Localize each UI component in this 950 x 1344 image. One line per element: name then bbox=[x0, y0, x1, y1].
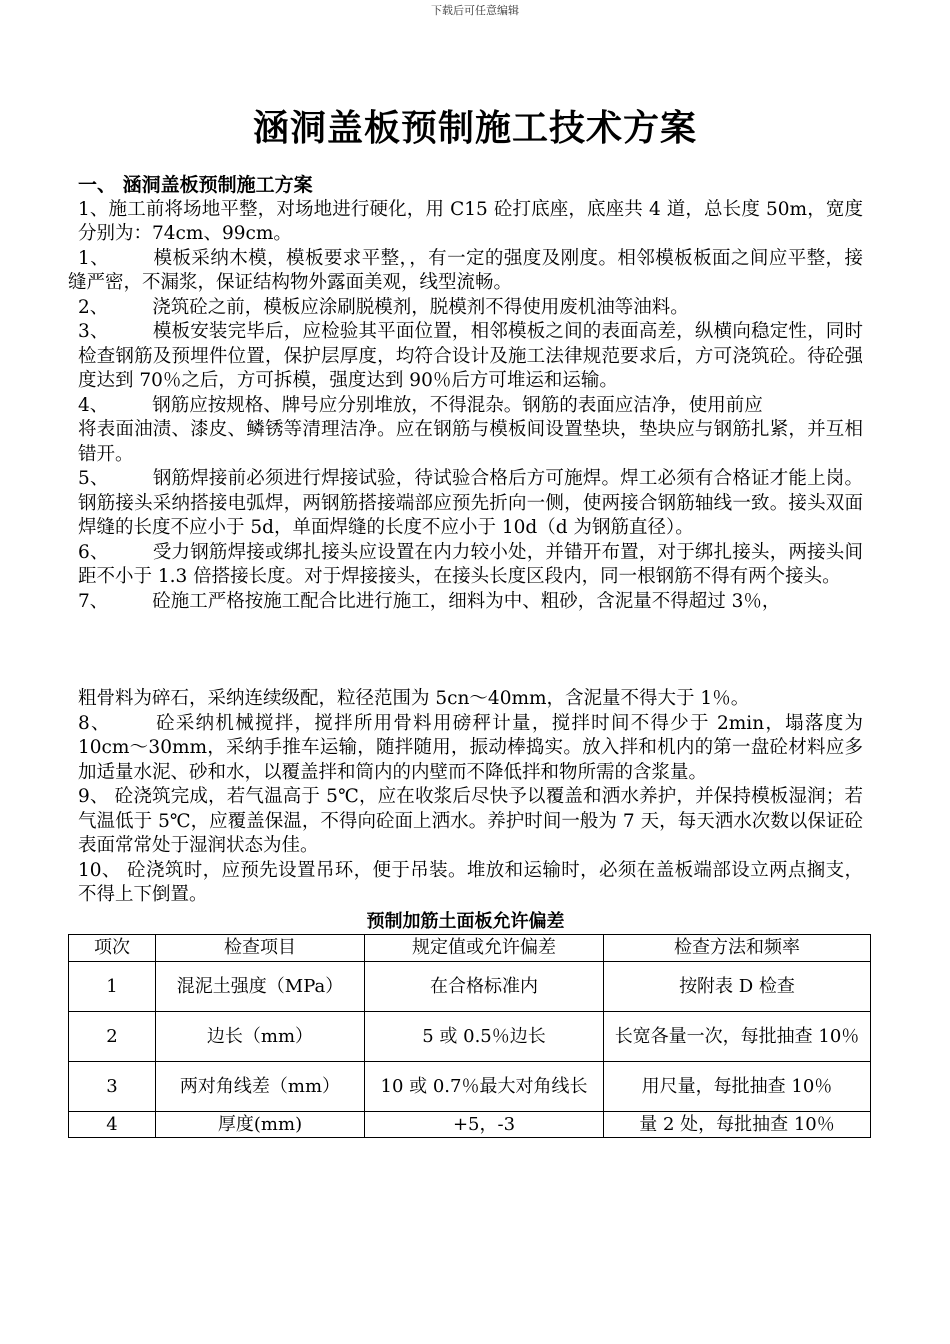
paragraph-5 bbox=[68, 394, 863, 419]
table-cell: 按附表 D 检查 bbox=[604, 962, 871, 1012]
table-cell: 两对角线差（mm） bbox=[156, 1062, 365, 1112]
column-header: 项次 bbox=[69, 935, 156, 962]
table-row bbox=[69, 1062, 871, 1112]
paragraph-text: 受力钢筋焊接或绑扎接头应设置在内力较小处，并错开布置，对于绑扎接头，两接头间距不小于 1.3 倍搭接长度。对于焊接接头，在接头长度区段内，同一根钢筋不得有两个接头。 bbox=[78, 541, 863, 587]
table-cell: 3 bbox=[69, 1062, 156, 1112]
tolerance-table bbox=[68, 934, 871, 1138]
header-note: 下载后可任意编辑 bbox=[431, 4, 519, 17]
paragraph-text: 模板安装完毕后，应检验其平面位置，相邻模板之间的表面高差，纵横向稳定性，同时检查钢筋及预埋件位置，保护层厚度，均符合设计及施工法律规范要求后，方可浇筑砼。待砼强度达到 70％之后，方可拆模，强度达到 90％后方可堆运和运输。 bbox=[78, 321, 863, 391]
table-cell: 量 2 处，每批抽查 10％ bbox=[604, 1112, 871, 1138]
paragraph-2 bbox=[68, 247, 863, 296]
paragraph-5-continued: 将表面油渍、漆皮、鳞锈等清理洁净。应在钢筋与模板间设置垫块，垫块应与钢筋扎紧，并互相错开。 bbox=[78, 419, 863, 465]
paragraph-number: 7、 bbox=[78, 590, 109, 612]
paragraph-6 bbox=[68, 467, 863, 541]
table-cell: 10 或 0.7％最大对角线长 bbox=[365, 1062, 604, 1112]
paragraph-text: 钢筋应按规格、牌号应分别堆放，不得混杂。钢筋的表面应洁净，使用前应 bbox=[152, 394, 763, 416]
paragraph-number: 6、 bbox=[78, 541, 109, 563]
page-gap bbox=[68, 614, 863, 687]
document-body bbox=[68, 173, 863, 1138]
table-cell: 边长（mm） bbox=[156, 1012, 365, 1062]
table-header-row bbox=[69, 935, 871, 962]
paragraph-1: 1、施工前将场地平整，对场地进行硬化，用 C15 砼打底座，底座共 4 道，总长度 50m，宽度分别为：74cm、99cm。 bbox=[78, 198, 863, 244]
paragraph-8 bbox=[68, 590, 863, 615]
table-cell: 混泥土强度（MPa） bbox=[156, 962, 365, 1012]
paragraph-10: 9、 砼浇筑完成，若气温高于 5℃，应在收浆后尽快予以覆盖和洒水养护，并保持模板湿润；若气温低于 5℃，应覆盖保温，不得向砼面上洒水。养护时间一般为 7 天，每天洒水次数以保证砼表面常常处于湿润状态为佳。 bbox=[78, 786, 863, 856]
paragraph-number: 5、 bbox=[78, 468, 109, 489]
column-header: 检查方法和频率 bbox=[604, 935, 871, 962]
section-heading: 一、 涵洞盖板预制施工方案 bbox=[78, 174, 313, 196]
table-cell: 2 bbox=[69, 1012, 156, 1062]
paragraph-11: 10、 砼浇筑时，应预先设置吊环，便于吊装。堆放和运输时，必须在盖板端部设立两点搁支，不得上下倒置。 bbox=[78, 859, 863, 905]
paragraph-text: 浇筑砼之前，模板应涂刷脱模剂，脱模剂不得使用废机油等油料。 bbox=[152, 296, 689, 318]
column-header: 检查项目 bbox=[156, 935, 365, 962]
table-row bbox=[69, 1112, 871, 1138]
paragraph-text: 砼施工严格按施工配合比进行施工，细料为中、粗砂，含泥量不得超过 3％， bbox=[152, 590, 781, 612]
paragraph-3 bbox=[68, 296, 863, 321]
paragraph-text: 模板采纳木模，模板要求平整，，有一定的强度及刚度。相邻模板板面之间应平整，接缝严密，不漏浆，保证结构物外露面美观，线型流畅。 bbox=[68, 247, 863, 293]
table-row bbox=[69, 1012, 871, 1062]
table-row bbox=[69, 962, 871, 1012]
paragraph-8-continued: 粗骨料为碎石，采纳连续级配，粒径范围为 5cn～40mm，含泥量不得大于 1％。 bbox=[78, 688, 750, 709]
paragraph-number: 1、 bbox=[78, 247, 110, 269]
table-cell: 1 bbox=[69, 962, 156, 1012]
table-cell: 用尺量，每批抽查 10％ bbox=[604, 1062, 871, 1112]
table-cell: 4 bbox=[69, 1112, 156, 1138]
table-cell: 厚度(mm) bbox=[156, 1112, 365, 1138]
paragraph-4 bbox=[68, 320, 863, 394]
paragraph-9 bbox=[68, 712, 863, 786]
paragraph-7 bbox=[68, 541, 863, 590]
table-title: 预制加筋土面板允许偏差 bbox=[366, 910, 565, 932]
table-cell: 5 或 0.5％边长 bbox=[365, 1012, 604, 1062]
column-header: 规定值或允许偏差 bbox=[365, 935, 604, 962]
paragraph-number: 2、 bbox=[78, 296, 109, 318]
table-cell: 长宽各量一次，每批抽查 10％ bbox=[604, 1012, 871, 1062]
paragraph-number: 4、 bbox=[78, 394, 109, 416]
table-cell: 在合格标准内 bbox=[365, 962, 604, 1012]
paragraph-text: 钢筋焊接前必须进行焊接试验，待试验合格后方可施焊。焊工必须有合格证才能上岗。钢筋接头采纳搭接电弧焊，两钢筋搭接端部应预先折向一侧，使两接合钢筋轴线一致。接头双面焊缝的长度不应小于 5d，单面焊缝的长度不应小于 10d（d 为钢筋直径）。 bbox=[78, 468, 863, 538]
paragraph-number: 8、 bbox=[78, 712, 111, 734]
paragraph-number: 3、 bbox=[78, 321, 109, 342]
table-cell: +5，-3 bbox=[365, 1112, 604, 1138]
paragraph-text: 砼采纳机械搅拌，搅拌所用骨料用磅秤计量，搅拌时间不得少于 2min，塌落度为 10cm～30mm，采纳手推车运输，随拌随用，振动棒捣实。放入拌和机内的第一盘砼材料应多加适量水泥、砂和水，以覆盖拌和筒内的内壁而不降低拌和物所需的含浆量。 bbox=[78, 712, 863, 783]
document-title: 涵洞盖板预制施工技术方案 bbox=[252, 108, 697, 149]
